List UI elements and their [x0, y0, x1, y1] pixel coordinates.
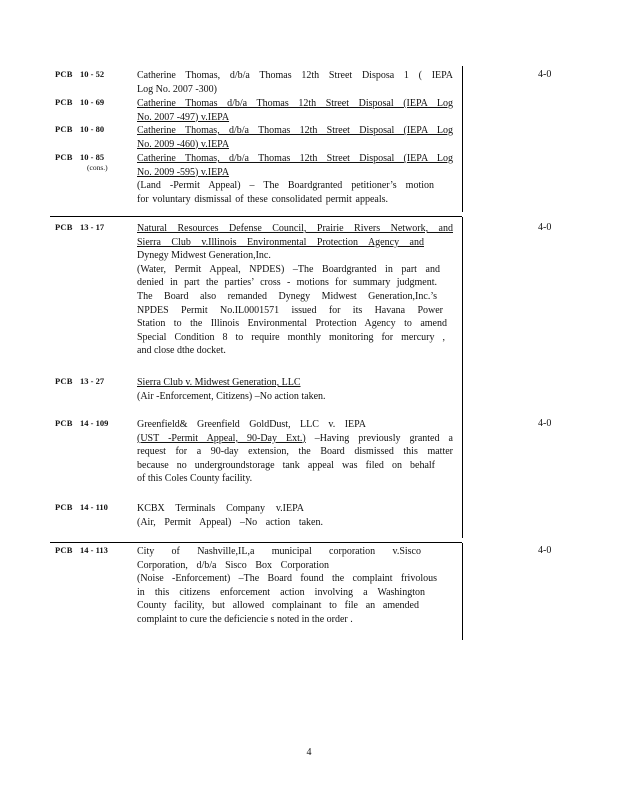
agency-code: PCB: [55, 502, 73, 512]
case-line: in this citizens enforcement action involving a Washington: [137, 586, 425, 598]
case-title-line: No. 2009 -460) v.IEPA: [137, 138, 230, 150]
column-divider: [462, 543, 463, 640]
section-rule: [50, 216, 462, 217]
case-title-line: Dynegy Midwest Generation,Inc.: [137, 250, 271, 262]
docket-number: 14 - 113: [80, 545, 108, 555]
case-title-line: Catherine Thomas d/b/a Thomas 12th Street Disposal (IEPA Log: [137, 98, 453, 109]
case-line: (Land -Permit Appeal) – The Boardgranted petitioner’s motion: [137, 180, 434, 192]
docket-number: 10 - 69: [80, 97, 105, 107]
vote-tally: 4-0: [538, 222, 552, 233]
case-line: NPDES Permit No.IL0001571 issued for its Havana Power: [137, 304, 443, 316]
agency-code: PCB: [55, 69, 73, 79]
case-line: Corporation, d/b/a Sisco Box Corporation: [137, 559, 329, 571]
case-description: [137, 222, 453, 358]
case-description: [137, 376, 453, 403]
case-description: [137, 545, 453, 627]
agency-code: PCB: [55, 124, 73, 134]
agency-code: PCB: [55, 222, 73, 232]
case-title-line: No. 2009 -595) v.IEPA: [137, 166, 230, 178]
vote-tally: 4-0: [538, 69, 552, 80]
column-divider: [462, 66, 463, 212]
docket-number: 14 - 109: [80, 418, 109, 428]
agency-code: PCB: [55, 418, 73, 428]
docket-number: 14 - 110: [80, 502, 108, 512]
case-description: [137, 69, 453, 96]
page-number: 4: [306, 747, 312, 758]
agency-code: PCB: [55, 152, 73, 162]
case-line: complaint to cure the deficiencie s noted in the order .: [137, 613, 353, 625]
docket-number: 10 - 85: [80, 152, 105, 162]
case-line: County facility, but allowed complainant to file an amended: [137, 600, 419, 612]
case-line: Greenfield& Greenfield GoldDust, LLC v. IEPA: [137, 419, 366, 430]
vote-tally: 4-0: [538, 545, 552, 556]
case-line: Special Condition 8 to require monthly monitoring for mercury ,: [137, 331, 445, 343]
case-line: (Air, Permit Appeal) –No action taken.: [137, 516, 323, 528]
case-title-line: Sierra Club v. Midwest Generation, LLC: [137, 377, 301, 388]
case-title-line: No. 2007 -497) v.IEPA: [137, 111, 230, 123]
case-description: [137, 124, 453, 151]
case-description: [137, 152, 453, 206]
case-line: The Board also remanded Dynegy Midwest Generation,Inc.’s: [137, 290, 437, 302]
case-line: Log No. 2007 -300): [137, 83, 217, 95]
case-title-line: Natural Resources Defense Council, Prairie Rivers Network, and: [137, 223, 453, 234]
case-line: City of Nashville,IL,a municipal corporation v.Sisco: [137, 546, 421, 557]
case-title-line: Catherine Thomas, d/b/a Thomas 12th Street Disposal (IEPA Log: [137, 153, 453, 164]
case-line: and close dthe docket.: [137, 345, 226, 357]
docket-number: 13 - 27: [80, 376, 105, 386]
case-line: Station to the Illinois Environmental Protection Agency to amend: [137, 318, 447, 330]
case-title-line: Catherine Thomas, d/b/a Thomas 12th Street Disposal (IEPA Log: [137, 125, 453, 136]
case-description: [137, 502, 453, 529]
docket-number: 10 - 80: [80, 124, 105, 134]
case-line: (Noise -Enforcement) –The Board found the complaint frivolous: [137, 573, 437, 585]
case-line: of this Coles County facility.: [137, 473, 253, 485]
case-line: Catherine Thomas, d/b/a Thomas 12th Street Disposa 1 ( IEPA: [137, 70, 453, 81]
column-divider: [462, 217, 463, 538]
case-line: (Water, Permit Appeal, NPDES) –The Boardgranted in part and: [137, 263, 440, 275]
case-line: request for a 90-day extension, the Board dismissed this matter: [137, 446, 453, 458]
case-description: [137, 97, 453, 124]
case-line: (Air -Enforcement, Citizens) –No action taken.: [137, 390, 326, 402]
agency-code: PCB: [55, 376, 73, 386]
docket-number: 13 - 17: [80, 222, 105, 232]
case-line: (UST -Permit Appeal, 90-Day Ext.) –Having previously granted a: [137, 432, 453, 444]
case-line: for voluntary dismissal of these consolidated permit appeals.: [137, 193, 388, 205]
case-description: [137, 418, 453, 486]
vote-tally: 4-0: [538, 418, 552, 429]
section-rule: [50, 542, 462, 543]
case-line: KCBX Terminals Company v.IEPA: [137, 503, 304, 514]
docket-number: 10 - 52: [80, 69, 105, 79]
agency-code: PCB: [55, 545, 73, 555]
agency-code: PCB: [55, 97, 73, 107]
case-title-line: Sierra Club v.Illinois Environmental Protection Agency and: [137, 236, 424, 248]
case-line: denied in part the parties’ cross - motions for summary judgment.: [137, 277, 437, 289]
consolidated-note: (cons.): [87, 163, 108, 172]
case-line: because no undergroundstorage tank appeal was filed on behalf: [137, 459, 435, 471]
